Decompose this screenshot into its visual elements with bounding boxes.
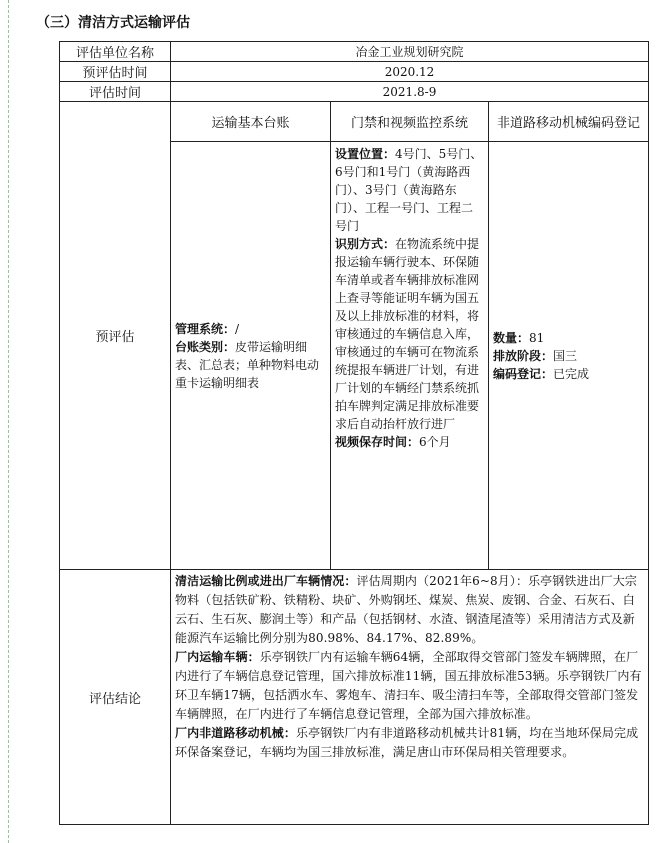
conclusion-cell xyxy=(171,570,649,825)
pre-time-value: 2020.12 xyxy=(171,62,649,82)
unit-label: 评估单位名称 xyxy=(60,42,171,62)
conclusion-paragraph-2 xyxy=(175,648,644,724)
header-machinery: 非道路移动机械编码登记 xyxy=(489,102,649,142)
p2-text: 乐亭钢铁厂内有运输车辆64辆，全部取得交管部门签发车辆牌照，在厂内进行了车辆信息登记管理，国六排放标准11辆，国五排放标准53辆。乐亭钢铁厂内有环卫车辆17辆，包括洒水车、雾炮车、清扫车、吸尘清扫车等，全部取得交管部门签发车辆牌照，在厂内进行了车辆信息登记管理，全部为国六排放标准。 xyxy=(175,650,642,721)
conclusion-paragraph-1 xyxy=(175,572,644,648)
p3-text: 乐亭钢铁厂内有非道路移动机械共计81辆，均在当地环保局完成环保备案登记，车辆均为国三排放标准，满足唐山市环保局相关管理要求。 xyxy=(175,726,639,759)
evaluation-table xyxy=(59,41,649,825)
p1-text: 评估周期内（2021年6~8月）：乐亭钢铁进出厂大宗物料（包括铁矿粉、铁精粉、块矿、外购钢坯、煤炭、焦炭、废钢、合金、石灰石、白云石、生石灰、膨润土等）和产品（包括钢材、水渣、钢渣尾渣等）采用清洁方式及新能源汽车运输比例分别为80.98%、84.17%、82.89%。 xyxy=(175,574,637,645)
location-label: 设置位置： xyxy=(335,147,396,161)
emission-stage-label: 排放阶段： xyxy=(493,348,554,363)
mgmt-system-label: 管理系统： xyxy=(175,321,236,336)
machinery-cell xyxy=(489,142,649,570)
eval-time-value: 2021.8-9 xyxy=(171,82,649,102)
machinery-count-label: 数量： xyxy=(493,330,530,345)
method-value: 在物流系统中提报运输车辆行驶本、环保随车清单或者车辆排放标准网上查寻等能证明车辆为国五及以上排放标准的材料，将审核通过的车辆信息入库，审核通过的车辆可在物流系统提报车辆进厂计划，有进厂计划的车辆经门禁系统抓拍车牌判定满足排放标准要求后自动抬杆放行进厂 xyxy=(335,237,480,431)
row-eval-time xyxy=(60,82,649,102)
location-value: 4号门、5号门、6号门和1号门（黄海路西门）、3号门（黄海路东门）、工程一号门、工程二号门 xyxy=(335,147,483,233)
machinery-count-value: 81 xyxy=(529,330,545,345)
method-label: 识别方式： xyxy=(335,237,396,251)
code-registration-value: 已完成 xyxy=(553,366,590,381)
video-retention-label: 视频保存时间： xyxy=(335,435,420,449)
header-gate: 门禁和视频监控系统 xyxy=(331,102,489,142)
gate-cell xyxy=(331,142,489,570)
row-conclusion xyxy=(60,570,649,825)
pre-time-label: 预评估时间 xyxy=(60,62,171,82)
margin-guide-line xyxy=(8,0,9,843)
eval-time-label: 评估时间 xyxy=(60,82,171,102)
p3-label: 厂内非道路移动机械： xyxy=(175,726,297,740)
emission-stage-value: 国三 xyxy=(553,348,578,363)
row-pre-eval-header xyxy=(60,102,649,142)
row-pre-time xyxy=(60,62,649,82)
header-ledger: 运输基本台账 xyxy=(171,102,331,142)
mgmt-system-value: / xyxy=(235,321,240,336)
ledger-cell xyxy=(171,142,331,570)
p2-label: 厂内运输车辆： xyxy=(175,650,260,664)
conclusion-paragraph-3 xyxy=(175,724,644,762)
section-title: （三）清洁方式运输评估 xyxy=(36,15,190,31)
ledger-type-value: 皮带运输明细表、汇总表；单种物料电动重卡运输明细表 xyxy=(175,339,320,390)
row-unit xyxy=(60,42,649,62)
code-registration-label: 编码登记： xyxy=(493,366,554,381)
unit-value: 冶金工业规划研究院 xyxy=(171,42,649,62)
pre-eval-label: 预评估 xyxy=(60,102,171,570)
conclusion-label: 评估结论 xyxy=(60,570,171,825)
p1-label: 清洁运输比例或进出厂车辆情况： xyxy=(175,574,357,588)
ledger-type-label: 台账类别： xyxy=(175,339,236,354)
video-retention-value: 6个月 xyxy=(419,435,451,449)
